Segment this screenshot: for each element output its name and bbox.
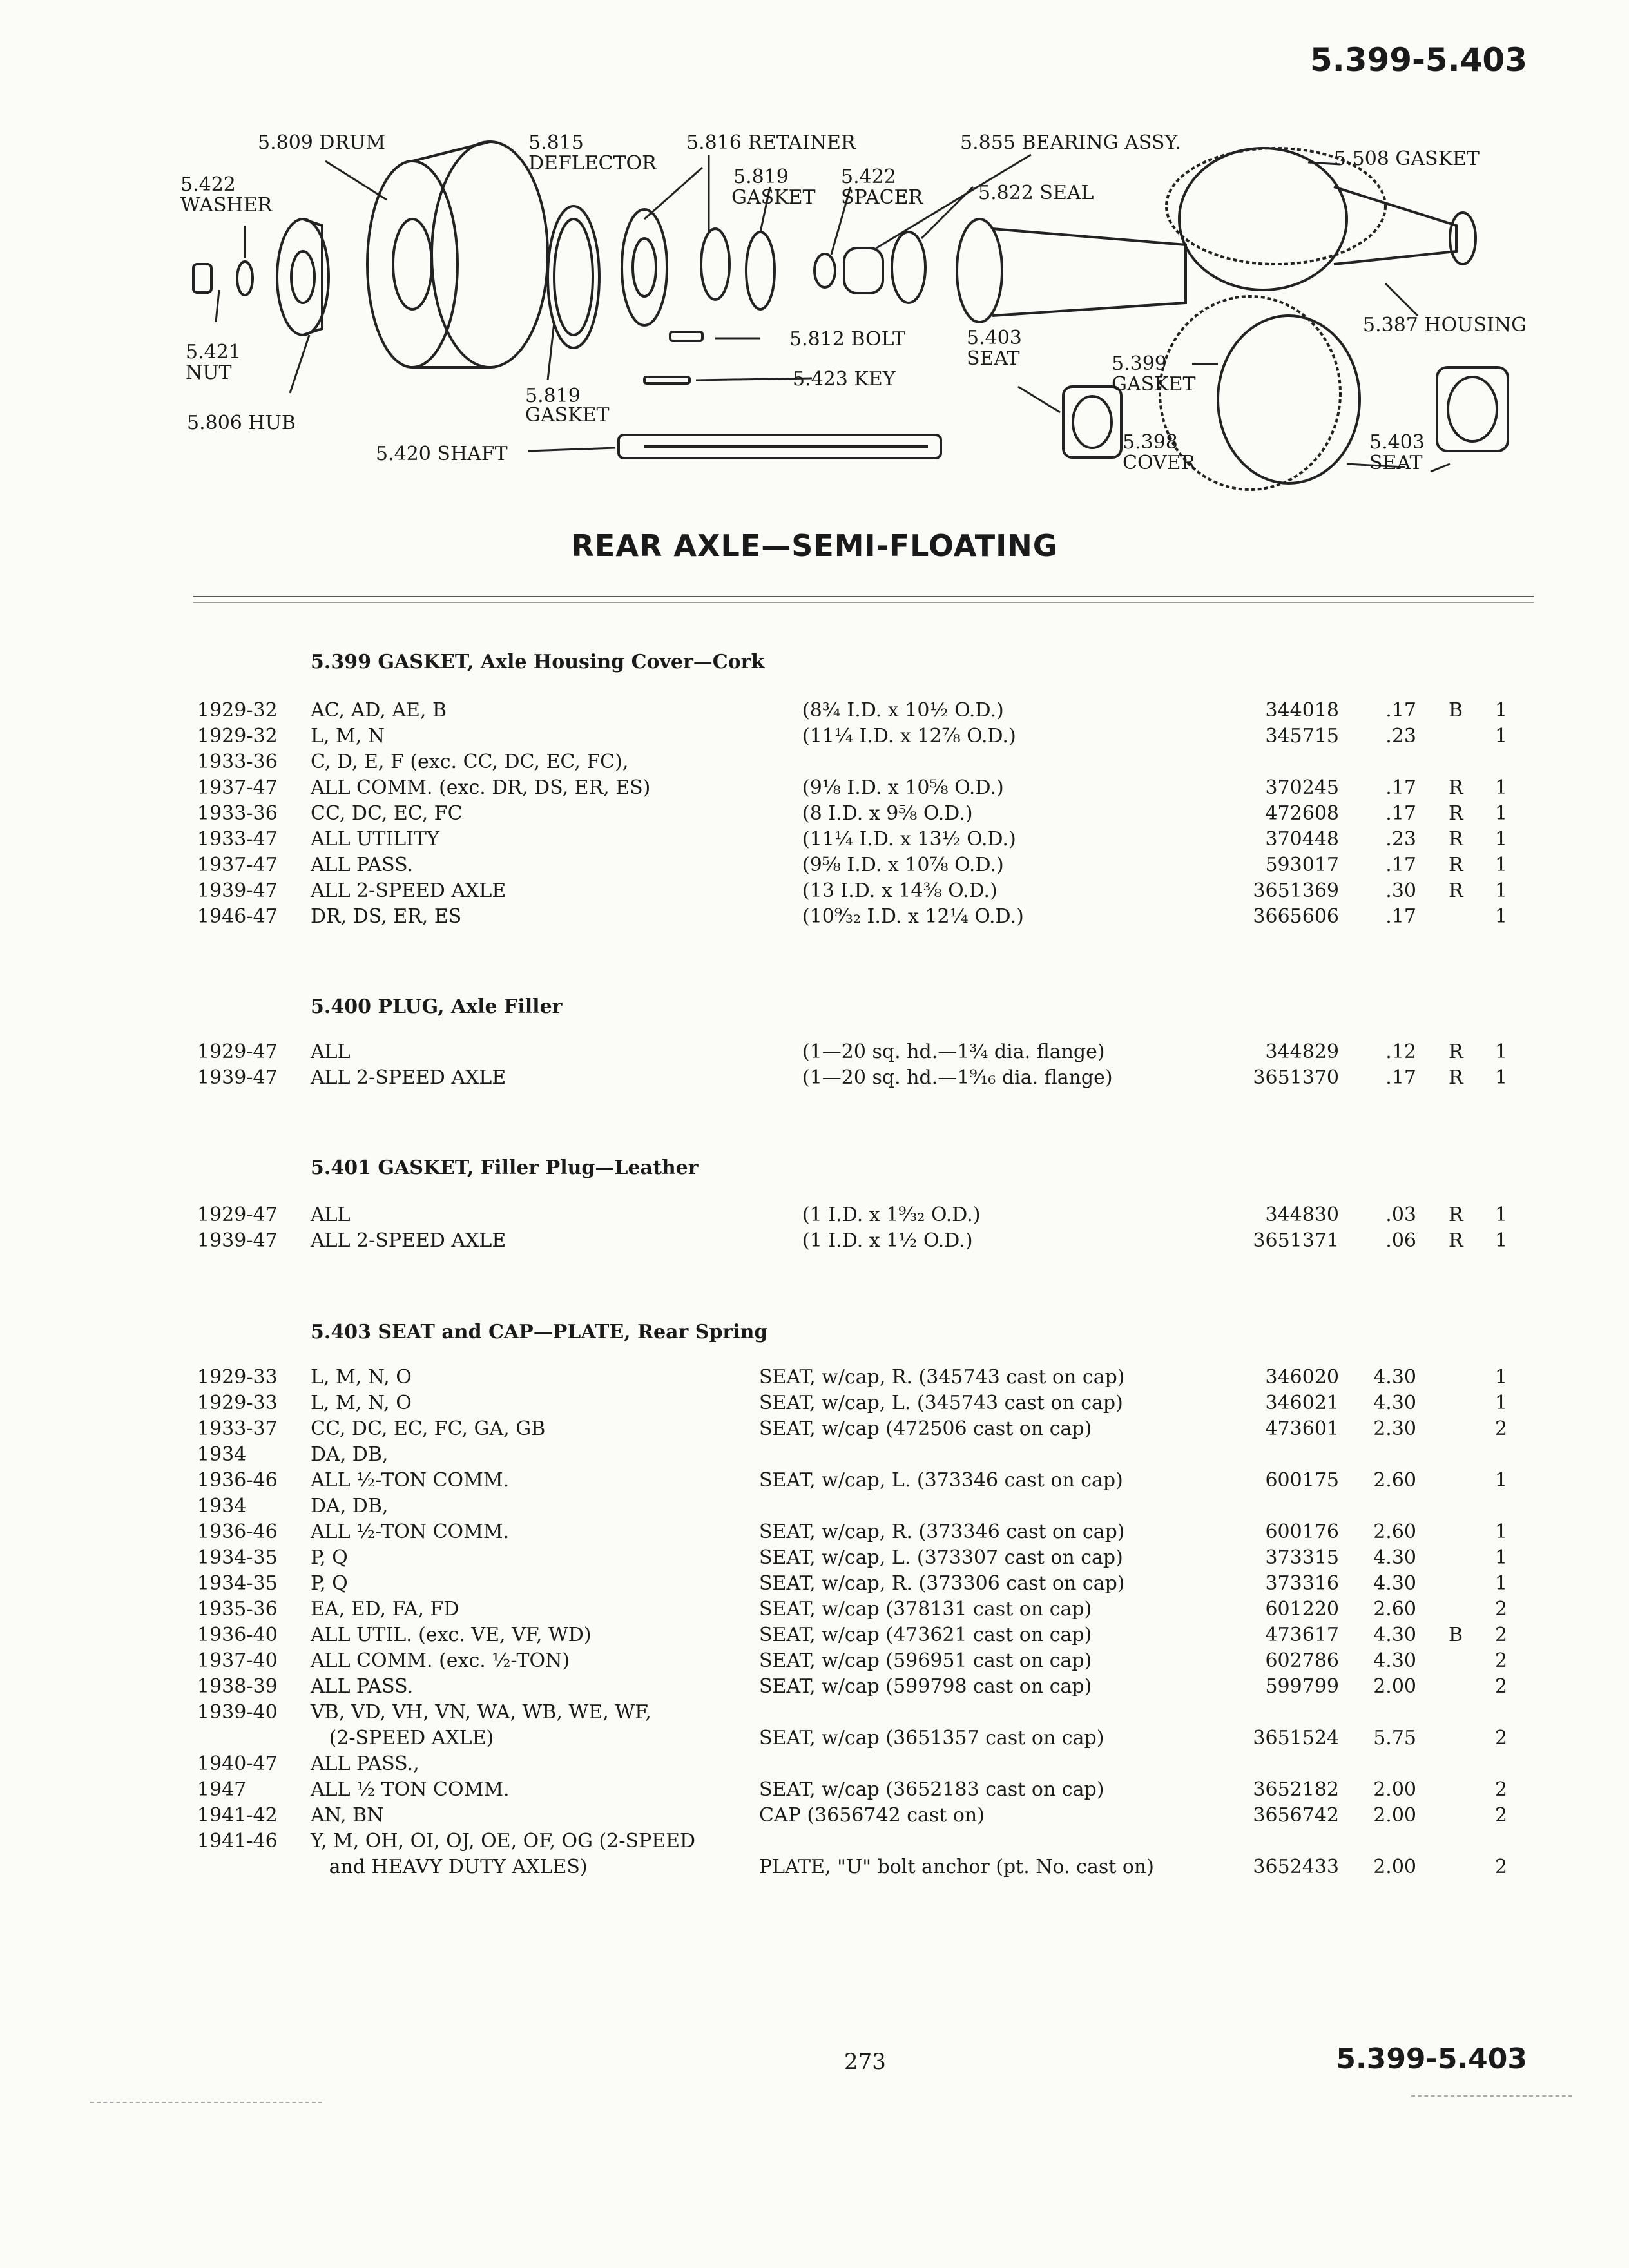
row-part-number: 3665606 xyxy=(1253,905,1339,928)
row-part-number: 599799 xyxy=(1265,1675,1339,1698)
table-row xyxy=(0,1546,1629,1572)
row-part-number: 472608 xyxy=(1265,802,1339,825)
callout-gasket-819: GASKET xyxy=(731,186,816,209)
row-part-number: 3651524 xyxy=(1253,1727,1339,1749)
row-description: (9⅛ I.D. x 10⅝ O.D.) xyxy=(802,776,1004,799)
row-model: ALL COMM. (exc. ½-TON) xyxy=(311,1649,570,1672)
row-part-number: 373315 xyxy=(1265,1546,1339,1569)
row-model: and HEAVY DUTY AXLES) xyxy=(311,1856,588,1878)
row-description: (8 I.D. x 9⅝ O.D.) xyxy=(802,802,973,825)
row-flag: R xyxy=(1449,802,1463,825)
row-description: SEAT, w/cap, L. (345743 cast on cap) xyxy=(759,1392,1123,1414)
row-quantity: 1 xyxy=(1495,905,1508,928)
shaft-drawing xyxy=(619,435,941,458)
table-row xyxy=(0,1701,1629,1727)
row-part-number: 3651370 xyxy=(1253,1066,1339,1089)
row-part-number: 344829 xyxy=(1265,1041,1339,1063)
row-year: 1936-46 xyxy=(197,1521,278,1543)
callout-retainer: 5.816 RETAINER xyxy=(686,131,856,154)
row-year: 1935-36 xyxy=(197,1598,278,1620)
row-description: SEAT, w/cap, L. (373346 cast on cap) xyxy=(759,1469,1123,1492)
row-model: ALL 2-SPEED AXLE xyxy=(311,1229,506,1252)
row-part-number: 370448 xyxy=(1265,828,1339,850)
row-quantity: 1 xyxy=(1495,1204,1508,1226)
scan-artifact-right xyxy=(1411,2095,1572,2097)
row-year: 1934 xyxy=(197,1495,247,1517)
row-part-number: 3651369 xyxy=(1253,879,1339,902)
row-price: 4.30 xyxy=(1373,1624,1416,1646)
table-row xyxy=(0,699,1629,725)
row-year: 1939-47 xyxy=(197,879,278,902)
row-year: 1936-40 xyxy=(197,1624,278,1646)
row-description: SEAT, w/cap, R. (373306 cast on cap) xyxy=(759,1572,1125,1595)
table-row xyxy=(0,1727,1629,1753)
row-part-number: 3651371 xyxy=(1253,1229,1339,1252)
row-flag: R xyxy=(1449,828,1463,850)
row-model: ALL PASS. xyxy=(311,1675,414,1698)
row-quantity: 1 xyxy=(1495,1546,1508,1569)
table-row xyxy=(0,776,1629,802)
row-model: C, D, E, F (exc. CC, DC, EC, FC), xyxy=(311,751,629,773)
table-row xyxy=(0,1204,1629,1229)
row-part-number: 345715 xyxy=(1265,725,1339,747)
row-part-number: 593017 xyxy=(1265,854,1339,876)
table-row xyxy=(0,1229,1629,1255)
row-model: P, Q xyxy=(311,1546,348,1569)
row-price: 4.30 xyxy=(1373,1572,1416,1595)
callout-gasket-819-number: 5.819 xyxy=(733,166,789,188)
row-price: 4.30 xyxy=(1373,1649,1416,1672)
row-quantity: 1 xyxy=(1495,725,1508,747)
row-year: 1933-36 xyxy=(197,751,278,773)
row-model: L, M, N xyxy=(311,725,385,747)
callout-gasket-399: GASKET xyxy=(1112,373,1196,396)
row-price: .17 xyxy=(1385,854,1416,876)
row-year: 1929-33 xyxy=(197,1392,278,1414)
row-price: 2.60 xyxy=(1373,1469,1416,1492)
table-row xyxy=(0,1418,1629,1443)
row-flag: R xyxy=(1449,1204,1463,1226)
hub-drawing xyxy=(277,219,329,335)
row-model: AC, AD, AE, B xyxy=(311,699,447,722)
row-quantity: 2 xyxy=(1495,1649,1508,1672)
row-description: SEAT, w/cap, R. (345743 cast on cap) xyxy=(759,1366,1125,1389)
callout-shaft: 5.420 SHAFT xyxy=(376,443,508,465)
section-heading: 5.400 PLUG, Axle Filler xyxy=(311,995,563,1018)
row-model: ALL xyxy=(311,1204,351,1226)
table-row xyxy=(0,1572,1629,1598)
row-year: 1936-46 xyxy=(197,1469,278,1492)
callout-spacer: SPACER xyxy=(841,186,923,209)
row-price: .23 xyxy=(1385,828,1416,850)
row-description: (9⅝ I.D. x 10⅞ O.D.) xyxy=(802,854,1004,876)
row-model: (2-SPEED AXLE) xyxy=(311,1727,494,1749)
callout-gasket-819b-number: 5.819 xyxy=(525,385,581,407)
row-description: (13 I.D. x 14⅜ O.D.) xyxy=(802,879,998,902)
nut-drawing xyxy=(193,264,211,293)
row-description: SEAT, w/cap (596951 cast on cap) xyxy=(759,1649,1092,1672)
section-heading: 5.401 GASKET, Filler Plug—Leather xyxy=(311,1157,699,1179)
table-row xyxy=(0,1624,1629,1649)
seal-drawing xyxy=(892,232,925,303)
row-part-number: 602786 xyxy=(1265,1649,1339,1672)
row-part-number: 473617 xyxy=(1265,1624,1339,1646)
callout-seat-403-number: 5.403 xyxy=(967,327,1022,349)
row-description: SEAT, w/cap (3652183 cast on cap) xyxy=(759,1778,1104,1801)
row-price: 2.30 xyxy=(1373,1418,1416,1440)
row-model: ALL 2-SPEED AXLE xyxy=(311,879,506,902)
row-model: ALL PASS., xyxy=(311,1753,419,1775)
row-model: P, Q xyxy=(311,1572,348,1595)
row-description: (10⁹⁄₃₂ I.D. x 12¼ O.D.) xyxy=(802,905,1024,928)
row-part-number: 344018 xyxy=(1265,699,1339,722)
row-quantity: 2 xyxy=(1495,1727,1508,1749)
callout-bearing: 5.855 BEARING ASSY. xyxy=(960,131,1181,154)
row-price: 2.00 xyxy=(1373,1675,1416,1698)
row-quantity: 1 xyxy=(1495,879,1508,902)
spacer-drawing xyxy=(815,254,835,287)
row-description: SEAT, w/cap (473621 cast on cap) xyxy=(759,1624,1092,1646)
row-model: L, M, N, O xyxy=(311,1392,412,1414)
table-row xyxy=(0,1366,1629,1392)
row-price: 5.75 xyxy=(1373,1727,1416,1749)
row-quantity: 1 xyxy=(1495,1066,1508,1089)
callout-seat-403b: SEAT xyxy=(1369,452,1423,474)
row-year: 1946-47 xyxy=(197,905,278,928)
row-model: ALL UTILITY xyxy=(311,828,439,850)
divider-rule xyxy=(193,596,1534,597)
row-model: ALL UTIL. (exc. VE, VF, WD) xyxy=(311,1624,592,1646)
scan-artifact-left xyxy=(90,2102,322,2103)
table-row xyxy=(0,1753,1629,1778)
row-year: 1929-32 xyxy=(197,699,278,722)
row-model: EA, ED, FA, FD xyxy=(311,1598,459,1620)
table-row xyxy=(0,828,1629,854)
row-flag: R xyxy=(1449,1229,1463,1252)
callout-key: 5.423 KEY xyxy=(793,368,896,390)
callout-nut: NUT xyxy=(186,361,232,384)
row-flag: B xyxy=(1449,699,1463,722)
row-year: 1937-40 xyxy=(197,1649,278,1672)
callout-cover-number: 5.398 xyxy=(1123,431,1178,454)
row-model: ALL PASS. xyxy=(311,854,414,876)
row-part-number: 600175 xyxy=(1265,1469,1339,1492)
table-row xyxy=(0,1649,1629,1675)
callout-seat-403: SEAT xyxy=(967,347,1020,370)
callout-bolt: 5.812 BOLT xyxy=(789,328,906,351)
table-row xyxy=(0,1804,1629,1830)
row-flag: R xyxy=(1449,1066,1463,1089)
row-price: .12 xyxy=(1385,1041,1416,1063)
row-year: 1933-36 xyxy=(197,802,278,825)
section-heading: 5.403 SEAT and CAP—PLATE, Rear Spring xyxy=(311,1321,768,1343)
row-quantity: 1 xyxy=(1495,802,1508,825)
row-model: ALL 2-SPEED AXLE xyxy=(311,1066,506,1089)
row-description: SEAT, w/cap (599798 cast on cap) xyxy=(759,1675,1092,1698)
header-range: 5.399-5.403 xyxy=(1309,41,1527,79)
row-quantity: 1 xyxy=(1495,828,1508,850)
row-part-number: 346020 xyxy=(1265,1366,1339,1389)
row-quantity: 2 xyxy=(1495,1856,1508,1878)
row-price: .17 xyxy=(1385,1066,1416,1089)
table-row xyxy=(0,802,1629,828)
row-quantity: 1 xyxy=(1495,776,1508,799)
callout-seal: 5.822 SEAL xyxy=(978,182,1094,204)
row-model: CC, DC, EC, FC, GA, GB xyxy=(311,1418,546,1440)
table-row xyxy=(0,1830,1629,1856)
row-price: 2.60 xyxy=(1373,1598,1416,1620)
retainer-drawing xyxy=(701,229,729,300)
row-part-number: 3652182 xyxy=(1253,1778,1339,1801)
row-price: .06 xyxy=(1385,1229,1416,1252)
row-flag: R xyxy=(1449,776,1463,799)
table-row xyxy=(0,879,1629,905)
row-quantity: 1 xyxy=(1495,1392,1508,1414)
row-description: SEAT, w/cap (3651357 cast on cap) xyxy=(759,1727,1104,1749)
row-year: 1941-42 xyxy=(197,1804,278,1827)
table-row xyxy=(0,854,1629,879)
footer-range: 5.399-5.403 xyxy=(1336,2042,1527,2075)
callout-spacer-number: 5.422 xyxy=(841,166,896,188)
row-description: PLATE, "U" bolt anchor (pt. No. cast on) xyxy=(759,1856,1154,1878)
table-row xyxy=(0,1598,1629,1624)
table-row xyxy=(0,1443,1629,1469)
row-description: (1 I.D. x 1⁹⁄₃₂ O.D.) xyxy=(802,1204,981,1226)
row-quantity: 1 xyxy=(1495,1469,1508,1492)
callout-deflector-number: 5.815 xyxy=(528,131,584,154)
gasket-819-drawing xyxy=(746,232,775,309)
row-part-number: 3652433 xyxy=(1253,1856,1339,1878)
row-year: 1941-46 xyxy=(197,1830,278,1852)
row-year: 1939-47 xyxy=(197,1066,278,1089)
row-price: .17 xyxy=(1385,699,1416,722)
row-year: 1929-33 xyxy=(197,1366,278,1389)
row-price: .30 xyxy=(1385,879,1416,902)
row-year: 1933-47 xyxy=(197,828,278,850)
row-flag: B xyxy=(1449,1624,1463,1646)
row-model: DR, DS, ER, ES xyxy=(311,905,462,928)
row-price: 4.30 xyxy=(1373,1366,1416,1389)
row-quantity: 2 xyxy=(1495,1598,1508,1620)
page-number: 273 xyxy=(844,2049,886,2075)
washer-drawing xyxy=(237,262,253,295)
row-year: 1934-35 xyxy=(197,1572,278,1595)
callout-nut-number: 5.421 xyxy=(186,341,241,363)
row-price: 4.30 xyxy=(1373,1392,1416,1414)
row-model: VB, VD, VH, VN, WA, WB, WE, WF, xyxy=(311,1701,651,1724)
row-description: (8¾ I.D. x 10½ O.D.) xyxy=(802,699,1004,722)
row-year: 1934 xyxy=(197,1443,247,1466)
row-model: ALL COMM. (exc. DR, DS, ER, ES) xyxy=(311,776,651,799)
row-description: SEAT, w/cap, R. (373346 cast on cap) xyxy=(759,1521,1125,1543)
section-heading: 5.399 GASKET, Axle Housing Cover—Cork xyxy=(311,651,765,673)
callout-drum: 5.809 DRUM xyxy=(258,131,386,154)
row-quantity: 1 xyxy=(1495,1041,1508,1063)
row-price: 2.00 xyxy=(1373,1804,1416,1827)
row-part-number: 346021 xyxy=(1265,1392,1339,1414)
row-year: 1929-47 xyxy=(197,1041,278,1063)
row-quantity: 2 xyxy=(1495,1624,1508,1646)
table-row xyxy=(0,1041,1629,1066)
bearing-drawing xyxy=(844,248,883,293)
row-price: .23 xyxy=(1385,725,1416,747)
row-year: 1947 xyxy=(197,1778,247,1801)
row-quantity: 1 xyxy=(1495,1229,1508,1252)
row-year: 1938-39 xyxy=(197,1675,278,1698)
drum-drawing xyxy=(367,142,548,367)
row-flag: R xyxy=(1449,854,1463,876)
row-part-number: 601220 xyxy=(1265,1598,1339,1620)
row-price: 2.00 xyxy=(1373,1856,1416,1878)
deflector-drawing xyxy=(622,209,667,325)
row-price: 2.60 xyxy=(1373,1521,1416,1543)
row-year: 1939-40 xyxy=(197,1701,278,1724)
callout-housing: 5.387 HOUSING xyxy=(1363,314,1527,336)
row-flag: R xyxy=(1449,1041,1463,1063)
row-year: 1929-47 xyxy=(197,1204,278,1226)
callout-deflector: DEFLECTOR xyxy=(528,152,657,175)
callout-gasket-399-number: 5.399 xyxy=(1112,352,1167,375)
diagram-title: REAR AXLE—SEMI-FLOATING xyxy=(571,528,1058,563)
row-price: .17 xyxy=(1385,905,1416,928)
row-model: DA, DB, xyxy=(311,1443,389,1466)
divider-rule-thin xyxy=(193,602,1534,603)
row-model: Y, M, OH, OI, OJ, OE, OF, OG (2-SPEED xyxy=(311,1830,696,1852)
row-year: 1939-47 xyxy=(197,1229,278,1252)
row-price: .17 xyxy=(1385,776,1416,799)
row-description: (1 I.D. x 1½ O.D.) xyxy=(802,1229,973,1252)
row-price: 2.00 xyxy=(1373,1778,1416,1801)
callout-washer-number: 5.422 xyxy=(180,173,236,196)
row-quantity: 1 xyxy=(1495,1572,1508,1595)
row-description: (11¼ I.D. x 13½ O.D.) xyxy=(802,828,1016,850)
row-description: (1—20 sq. hd.—1⁹⁄₁₆ dia. flange) xyxy=(802,1066,1113,1089)
row-description: SEAT, w/cap (378131 cast on cap) xyxy=(759,1598,1092,1620)
callout-cover: COVER xyxy=(1123,452,1196,474)
row-model: AN, BN xyxy=(311,1804,384,1827)
table-row xyxy=(0,1675,1629,1701)
row-part-number: 373316 xyxy=(1265,1572,1339,1595)
row-part-number: 600176 xyxy=(1265,1521,1339,1543)
row-model: ALL ½-TON COMM. xyxy=(311,1469,510,1492)
row-description: (1—20 sq. hd.—1¾ dia. flange) xyxy=(802,1041,1105,1063)
row-quantity: 1 xyxy=(1495,854,1508,876)
row-quantity: 2 xyxy=(1495,1418,1508,1440)
row-description: (11¼ I.D. x 12⅞ O.D.) xyxy=(802,725,1016,747)
row-model: ALL xyxy=(311,1041,351,1063)
row-quantity: 2 xyxy=(1495,1778,1508,1801)
row-price: .03 xyxy=(1385,1204,1416,1226)
table-row xyxy=(0,1521,1629,1546)
table-row xyxy=(0,905,1629,931)
row-quantity: 1 xyxy=(1495,1366,1508,1389)
table-row xyxy=(0,1495,1629,1521)
row-year: 1933-37 xyxy=(197,1418,278,1440)
row-part-number: 473601 xyxy=(1265,1418,1339,1440)
cover-drawing xyxy=(1218,316,1360,483)
table-row xyxy=(0,725,1629,751)
row-model: ALL ½-TON COMM. xyxy=(311,1521,510,1543)
row-model: DA, DB, xyxy=(311,1495,389,1517)
row-year: 1940-47 xyxy=(197,1753,278,1775)
row-year: 1937-47 xyxy=(197,854,278,876)
row-year: 1934-35 xyxy=(197,1546,278,1569)
callout-seat-403b-number: 5.403 xyxy=(1369,431,1425,454)
table-row xyxy=(0,751,1629,776)
row-model: ALL ½ TON COMM. xyxy=(311,1778,510,1801)
table-row xyxy=(0,1392,1629,1418)
callout-gasket-508: 5.508 GASKET xyxy=(1334,148,1480,170)
callout-gasket-819b: GASKET xyxy=(525,404,610,427)
callout-washer: WASHER xyxy=(180,194,273,216)
row-price: .17 xyxy=(1385,802,1416,825)
row-part-number: 344830 xyxy=(1265,1204,1339,1226)
table-row xyxy=(0,1469,1629,1495)
row-part-number: 3656742 xyxy=(1253,1804,1339,1827)
row-description: SEAT, w/cap (472506 cast on cap) xyxy=(759,1418,1092,1440)
row-part-number: 370245 xyxy=(1265,776,1339,799)
row-model: L, M, N, O xyxy=(311,1366,412,1389)
row-description: CAP (3656742 cast on) xyxy=(759,1804,985,1827)
row-quantity: 2 xyxy=(1495,1804,1508,1827)
row-price: 4.30 xyxy=(1373,1546,1416,1569)
row-description: SEAT, w/cap, L. (373307 cast on cap) xyxy=(759,1546,1123,1569)
row-quantity: 2 xyxy=(1495,1675,1508,1698)
table-row xyxy=(0,1856,1629,1881)
row-year: 1929-32 xyxy=(197,725,278,747)
row-quantity: 1 xyxy=(1495,1521,1508,1543)
callout-hub: 5.806 HUB xyxy=(187,412,296,434)
table-row xyxy=(0,1066,1629,1092)
table-row xyxy=(0,1778,1629,1804)
row-quantity: 1 xyxy=(1495,699,1508,722)
row-model: CC, DC, EC, FC xyxy=(311,802,463,825)
row-year: 1937-47 xyxy=(197,776,278,799)
row-flag: R xyxy=(1449,879,1463,902)
